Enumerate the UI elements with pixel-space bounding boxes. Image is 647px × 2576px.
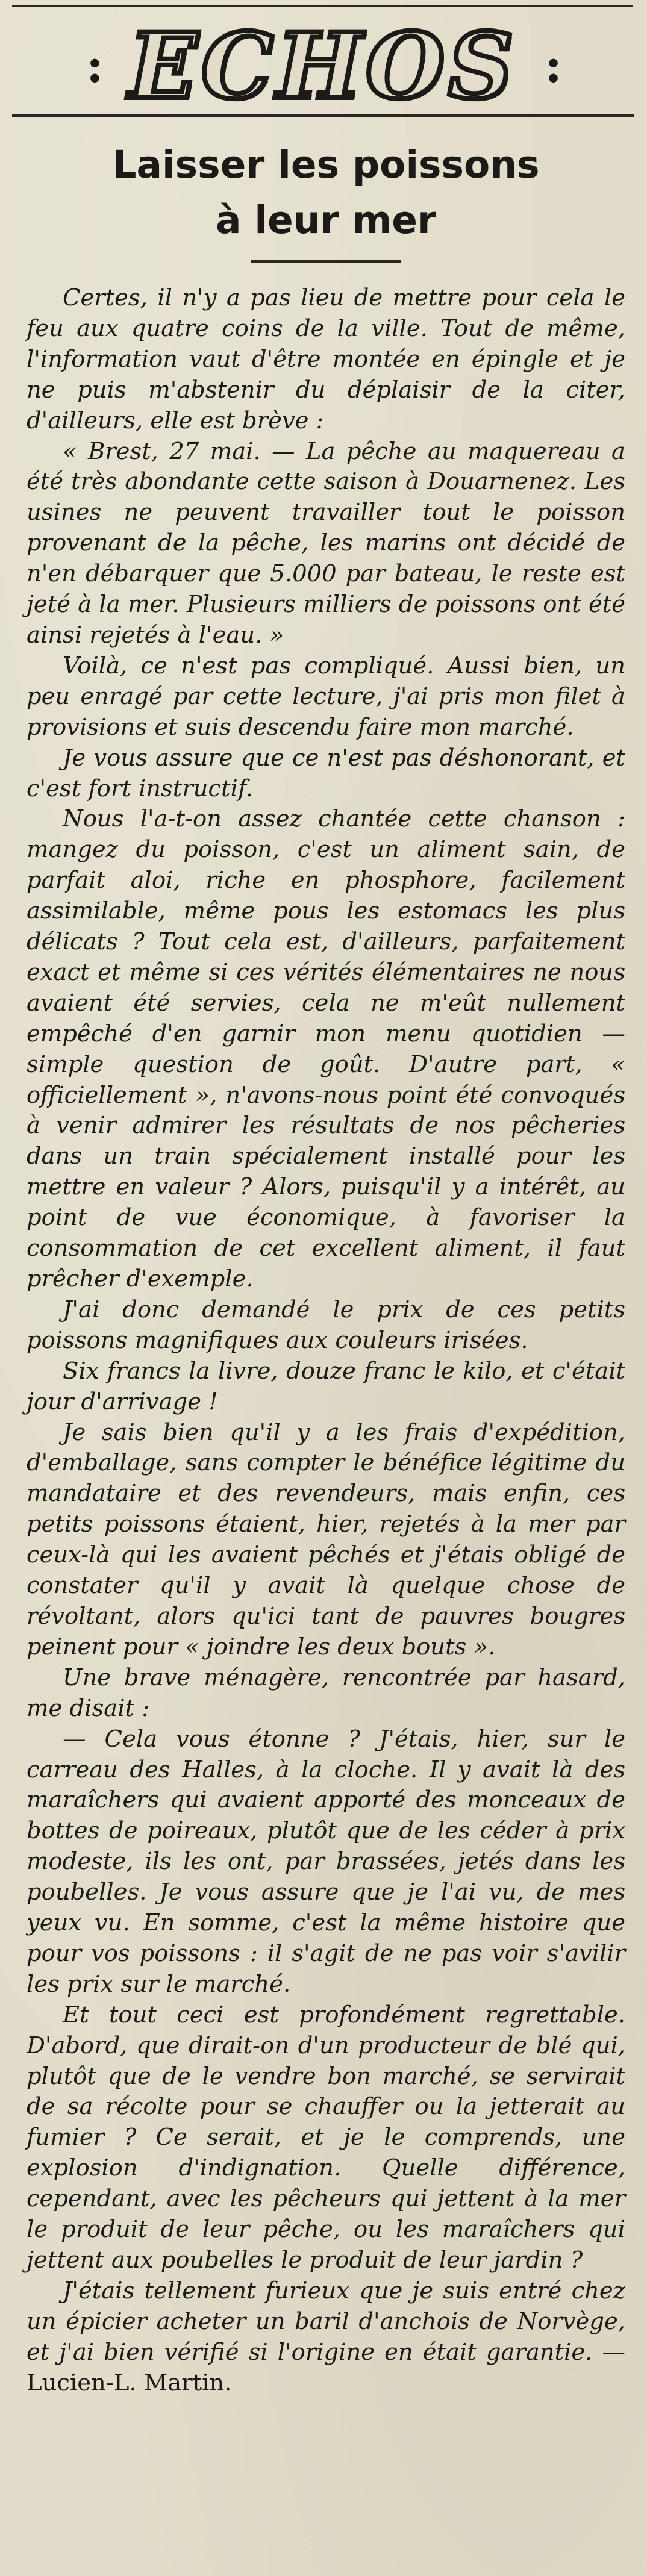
paragraph-12-text: J'étais tellement furieux que je suis entré chez un épicier acheter un baril d'anchois de Norvège, et j'ai bien vérifié si l'origine en était garantie. bbox=[27, 2277, 625, 2366]
paragraph-8: Je sais bien qu'il y a les frais d'expédition, d'emballage, sans compter le bénéfice légitime du mandataire et des revendeurs, mais enfin, ces petits poissons étaient, hier, rejetés à la mer par ceux-là qui les avaient pêchés et j'étais obligé de constater qu'il y avait là quelque chose de révoltant, alors qu'ici tant de pauvres bougres peinent pour « joindre les deux bouts ». bbox=[27, 1418, 625, 1661]
paragraph-3: Voilà, ce n'est pas compliqué. Aussi bien, un peu enragé par cette lecture, j'ai pris mon filet à provisions et suis descendu faire mon marché. bbox=[27, 652, 625, 741]
headline-line-1: Laisser les poissons bbox=[112, 143, 540, 187]
paragraph-1: Certes, il n'y a pas lieu de mettre pour cela le feu aux quatre coins de la ville. Tout de même, l'information vaut d'être montée en épingle et je ne puis m'abstenir du déplaisir de la citer, d'ailleurs, elle est brève : bbox=[27, 284, 625, 434]
paragraph-4: Je vous assure que ce n'est pas déshonorant, et c'est fort instructif. bbox=[27, 744, 625, 802]
left-ornament: : bbox=[86, 39, 101, 93]
paragraph-9: Une brave ménagère, rencontrée par hasard, me disait : bbox=[27, 1664, 625, 1722]
paragraph-11: Et tout ceci est profondément regrettable. D'abord, que dirait-on d'un producteur de blé qui, plutôt que de le vendre bon marché, se servirait de sa récolte pour se chauffer ou la jetterait au fumier ? Ce serait, et je le comprends, une explosion d'indignation. Quelle différence, cependant, avec les pêcheurs qui jettent à la mer le produit de leur pêche, ou les maraîchers qui jettent aux poubelles le produit de leur jardin ? bbox=[27, 2001, 625, 2274]
article-body bbox=[27, 283, 625, 2399]
author-signature: — Lucien-L. Martin. bbox=[27, 2338, 625, 2397]
paragraph-7: Six francs la livre, douze franc le kilo, et c'était jour d'arrivage ! bbox=[27, 1357, 625, 1415]
article-headline bbox=[27, 137, 625, 248]
headline-line-2: à leur mer bbox=[215, 198, 437, 242]
paragraph-2-quote: « Brest, 27 mai. — La pêche au maquereau a été très abondante cette saison à Douarnenez. Les usines ne peuvent travailler tout le poisson provenant de la pêche, les marins ont décidé de n'en débarquer que 5.000 par bateau, le reste est jeté à la mer. Plusieurs milliers de poissons ont été ainsi rejetés à l'eau. » bbox=[27, 437, 625, 649]
paragraph-6: J'ai donc demandé le prix de ces petits poissons magnifiques aux couleurs irisées. bbox=[27, 1296, 625, 1354]
right-ornament: : bbox=[545, 39, 560, 93]
paragraph-10: — Cela vous étonne ? J'étais, hier, sur le carreau des Halles, à la cloche. Il y avait là des maraîchers qui avaient apporté des monceaux de bottes de poireaux, plutôt que de les céder à prix modeste, ils les ont, par brassées, jetés dans les poubelles. Je vous assure que je l'ai vu, de mes yeux vu. En somme, c'est la même histoire que pour vos poissons : il s'agit de ne pas voir s'avilir les prix sur le marché. bbox=[27, 1725, 625, 1998]
top-rule bbox=[12, 5, 633, 7]
paragraph-5: Nous l'a-t-on assez chantée cette chanson : mangez du poisson, c'est un aliment sain, de parfait aloi, riche en phosphore, facilement assimilable, même pous les estomacs les plus délicats ? Tout cela est, d'ailleurs, parfaitement exact et même si ces vérités élémentaires ne nous avaient été servies, cela ne m'eût nullement empêché d'en garnir mon menu quotidien — simple question de goût. D'autre part, « officiellement », n'avons-nous point été convoqués à venir admirer les résultats de nos pêcheries dans un train spécialement installé pour les mettre en valeur ? Alors, puisqu'il y a intérêt, au point de vue économique, à favoriser la consommation de cet excellent aliment, il faut prêcher d'exemple. bbox=[27, 805, 625, 1293]
headline-rule bbox=[251, 260, 401, 263]
column-masthead bbox=[12, 13, 634, 119]
paragraph-12 bbox=[27, 2276, 625, 2399]
column-title: ECHOS bbox=[128, 13, 517, 119]
